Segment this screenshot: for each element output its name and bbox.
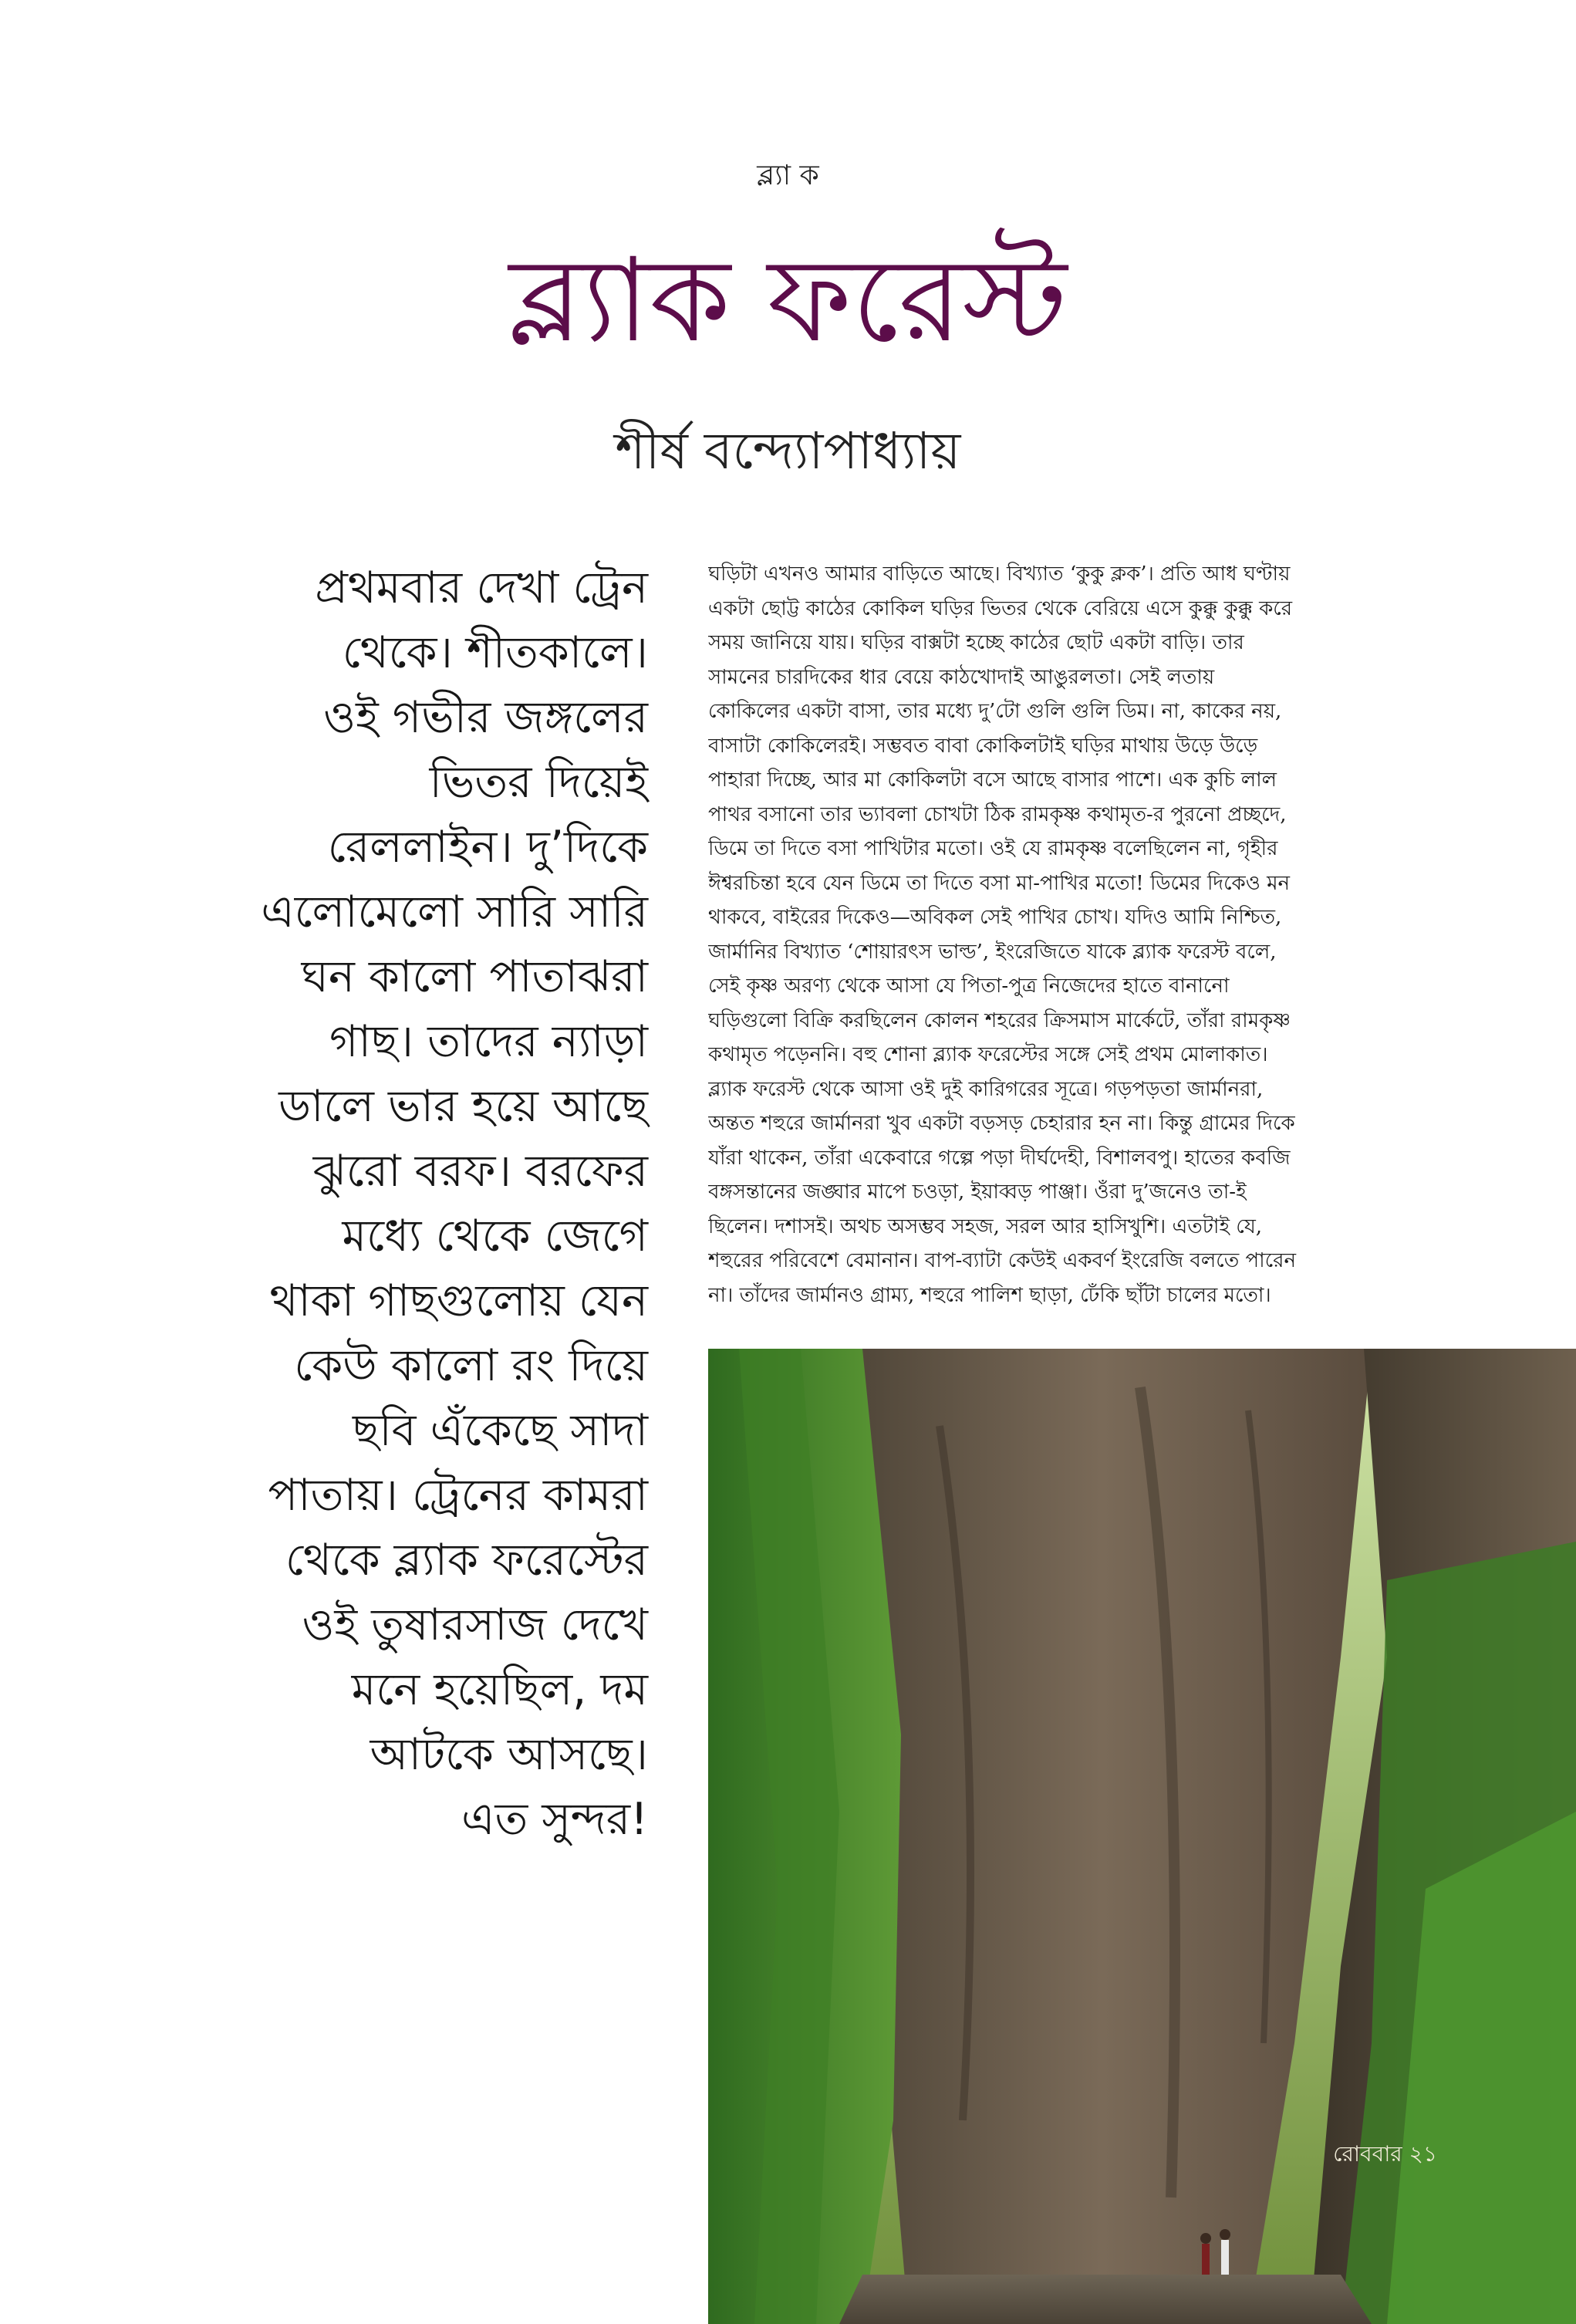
article-title: ব্ল্যাক ফরেস্ট [508, 234, 1068, 368]
pull-quote-line: ঘন কালো পাতাঝরা [301, 951, 648, 1002]
body-line: না। তাঁদের জার্মানও গ্রাম্য, শহুরে পালিশ ছাড়া, ঢেঁকি ছাঁটা চালের মতো। [708, 1283, 1271, 1307]
hiker-head [1220, 2229, 1230, 2240]
author-byline: শীর্ষ বন্দ্যোপাধ্যায় [615, 421, 961, 481]
body-line: সেই কৃষ্ণ অরণ্য থেকে আসা যে পিতা-পুত্র নিজেদের হাতে বানানো [708, 975, 1230, 998]
pull-quote-line: মধ্যে থেকে জেগে [342, 1211, 648, 1262]
body-paragraph [708, 557, 1437, 1312]
pull-quote-line: প্রথমবার দেখা ট্রেন [315, 562, 648, 613]
body-line: একটা ছোট্ট কাঠের কোকিল ঘড়ির ভিতর থেকে বেরিয়ে এসে কুক্কু কুক্কু করে [708, 596, 1293, 620]
body-line: ঘড়িগুলো বিক্রি করছিলেন কোলন শহরের ক্রিসমাস মার্কেটে, তাঁরা রামকৃষ্ণ [708, 1008, 1291, 1032]
hiker-figure [1202, 2244, 1210, 2275]
body-line: ঈশ্বরচিন্তা হবে যেন ডিমে তা দিতে বসা মা-পাখির মতো! ডিমের দিকেও মন [708, 871, 1291, 895]
body-line: ঘড়িটা এখনও আমার বাড়িতে আছে। বিখ্যাত ‘কুকু ক্লক’। প্রতি আধ ঘণ্টায় [708, 562, 1291, 586]
pull-quote-line: এলোমেলো সারি সারি [261, 887, 648, 937]
body-line: পাথর বসানো তার ভ্যাবলা চোখটা ঠিক রামকৃষ্ণ কথামৃত-র পুরনো প্রচ্ছদে, [708, 802, 1287, 826]
body-line: যাঁরা থাকেন, তাঁরা একেবারে গল্পে পড়া দীর্ঘদেহী, বিশালবপু। হাতের কবজি [708, 1146, 1291, 1170]
pull-quote-line: ওই তুষারসাজ দেখে [302, 1599, 648, 1650]
body-line: কথামৃত পড়েননি। বহু শোনা ব্ল্যাক ফরেস্টের সঙ্গে সেই প্রথম মোলাকাত। [708, 1043, 1268, 1066]
pull-quote-line: পাতায়। ট্রেনের কামরা [268, 1470, 648, 1521]
hiker-figure [1221, 2240, 1229, 2275]
pull-quote-line: ডালে ভার হয়ে আছে [278, 1081, 648, 1132]
body-line: অন্তত শহুরে জার্মানরা খুব একটা বড়সড় চেহারার হন না। কিন্তু গ্রামের দিকে [708, 1112, 1295, 1135]
pull-quote-line: এত সুন্দর! [461, 1794, 648, 1845]
section-kicker: ব্ল্যা ক [757, 160, 819, 191]
body-line: পাহারা দিচ্ছে, আর মা কোকিলটা বসে আছে বাসার পাশে। এক কুচি লাল [708, 768, 1277, 792]
pull-quote-line: থেকে ব্ল্যাক ফরেস্টের [285, 1535, 648, 1586]
body-line: শহুরের পরিবেশে বেমানান। বাপ-ব্যাটা কেউই একবর্ণ ইংরেজি বলতে পারেন [708, 1249, 1296, 1272]
body-line: কোকিলের একটা বাসা, তার মধ্যে দু’টো গুলি গুলি ডিম। না, কাকের নয়, [708, 700, 1282, 723]
body-line: ছিলেন। দশাসই। অথচ অসম্ভব সহজ, সরল আর হাসিখুশি। এতটাই যে, [708, 1214, 1263, 1238]
gorge-illustration [708, 1349, 1576, 2324]
pull-quote-line: রেললাইন। দু’দিকে [327, 822, 648, 873]
pull-quote-line: ঝুরো বরফ। বরফের [312, 1146, 648, 1197]
body-line: জার্মানির বিখ্যাত ‘শোয়ারৎস ভাল্ড’, ইংরেজিতে যাকে ব্ল্যাক ফরেস্ট বলে, [708, 940, 1277, 964]
body-line: সামনের চারদিকের ধার বেয়ে কাঠখোদাই আঙুরলতা। সেই লতায় [708, 665, 1215, 689]
pull-quote-line: থাকা গাছগুলোয় যেন [269, 1275, 648, 1326]
body-line: থাকবে, বাইরের দিকেও—অবিকল সেই পাখির চোখ। যদিও আমি নিশ্চিত, [708, 906, 1282, 929]
pull-quote-line: ভিতর দিয়েই [429, 757, 648, 808]
pull-quote-line: থেকে। শীতকালে। [342, 627, 648, 678]
page-folio: রোববার ২১ [1333, 2141, 1437, 2167]
pull-quote [139, 556, 648, 1852]
pull-quote-line: ছবি এঁকেছে সাদা [352, 1405, 648, 1456]
pull-quote-line: গাছ। তাদের ন্যাড়া [329, 1016, 648, 1067]
body-line: সময় জানিয়ে যায়। ঘড়ির বাক্সটা হচ্ছে কাঠের ছোট একটা বাড়ি। তার [708, 631, 1244, 654]
pull-quote-line: ওই গভীর জঙ্গলের [323, 692, 648, 743]
creek-bed [839, 2275, 1372, 2324]
pull-quote-line: মনে হয়েছিল, দম [351, 1664, 648, 1715]
body-line: ব্ল্যাক ফরেস্ট থেকে আসা ওই দুই কারিগরের সূত্রে। গড়পড়তা জার্মানরা, [708, 1077, 1264, 1101]
body-line: বঙ্গসন্তানের জঙ্ঘার মাপে চওড়া, ইয়াব্বড় পাঞ্জা। ওঁরা দু’জনেও তা-ই [708, 1181, 1247, 1204]
body-line: ডিমে তা দিতে বসা পাখিটার মতো। ওই যে রামকৃষ্ণ বলেছিলেন না, গৃহীর [708, 837, 1278, 860]
body-line: বাসাটা কোকিলেরই। সম্ভবত বাবা কোকিলটাই ঘড়ির মাথায় উড়ে উড়ে [708, 734, 1258, 758]
hiker-head [1200, 2233, 1211, 2244]
pull-quote-line: কেউ কালো রং দিয়ে [294, 1340, 648, 1391]
pull-quote-line: আটকে আসছে। [370, 1729, 648, 1780]
gorge-photo [708, 1349, 1576, 2324]
